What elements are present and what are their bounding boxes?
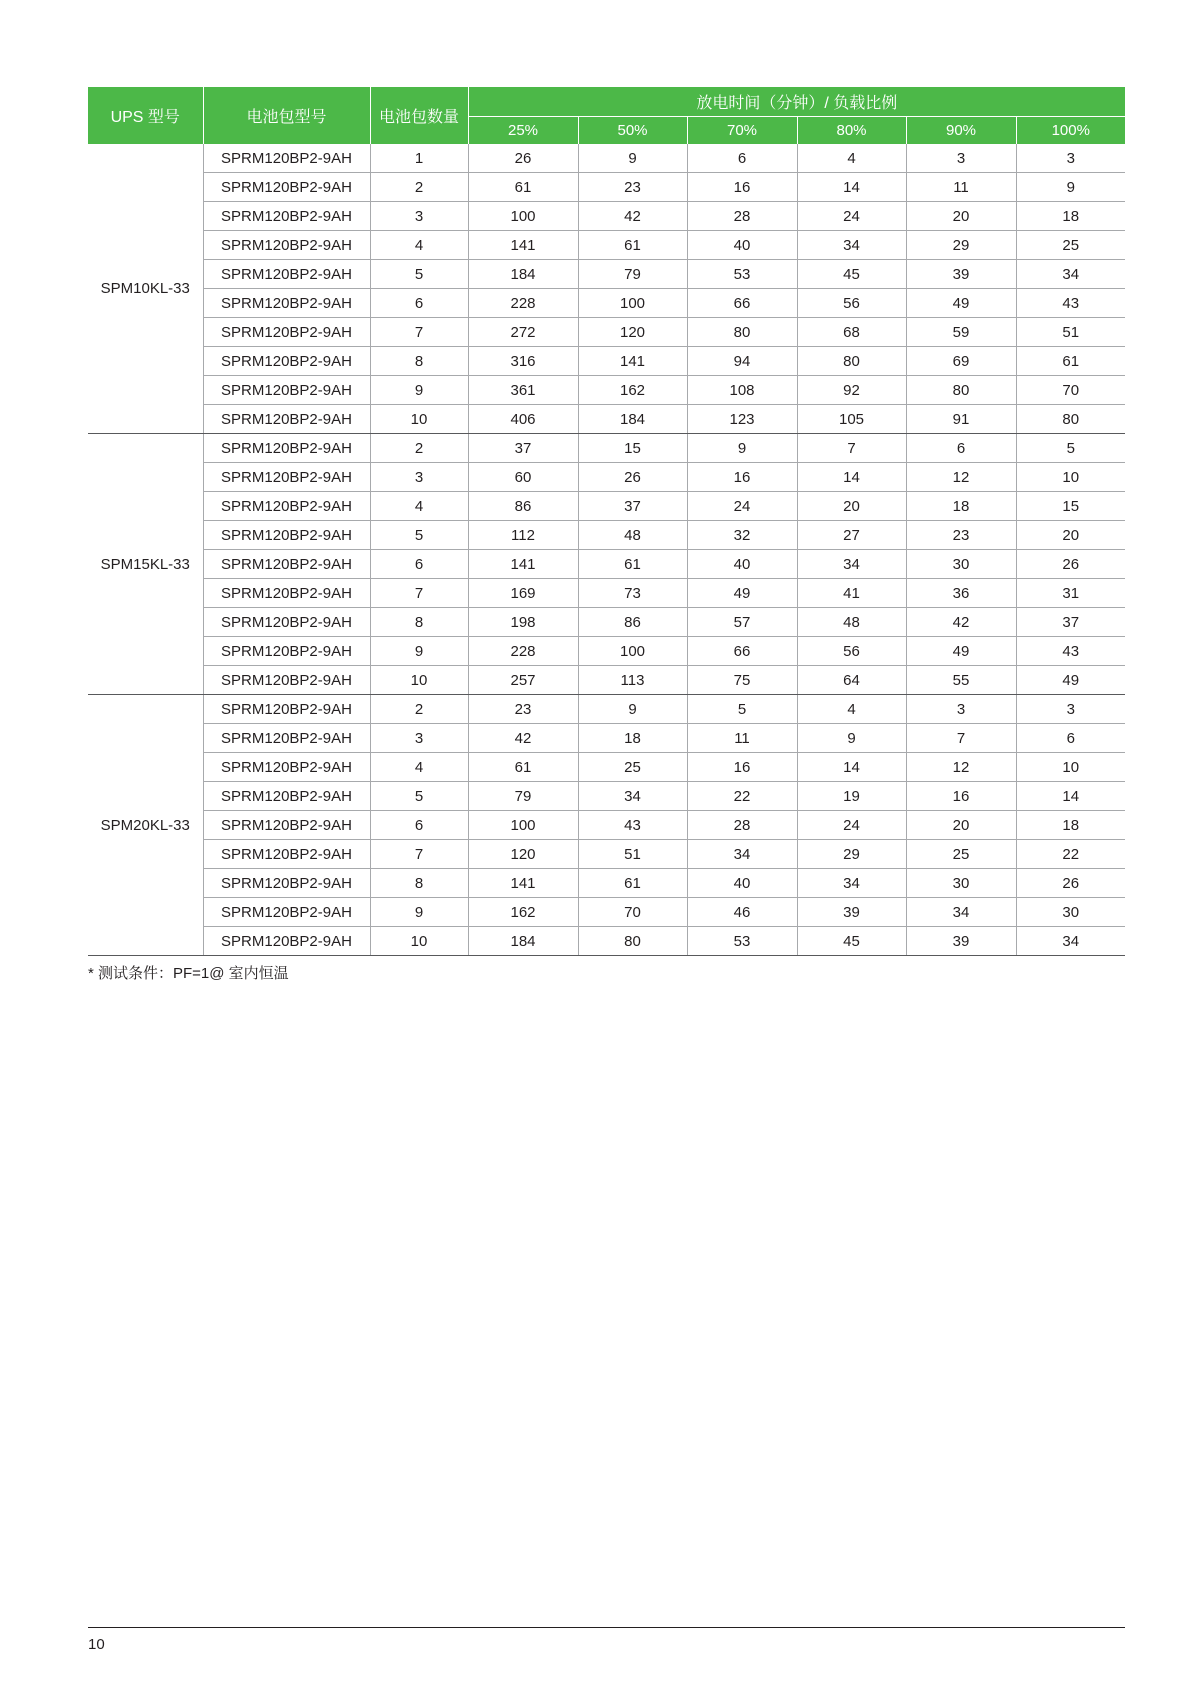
battery-model-cell: SPRM120BP2-9AH: [203, 608, 370, 637]
runtime-cell: 43: [578, 811, 687, 840]
battery-model-cell: SPRM120BP2-9AH: [203, 434, 370, 463]
battery-count-cell: 5: [370, 521, 468, 550]
table-row: [88, 608, 1125, 637]
runtime-cell: 34: [1016, 260, 1125, 289]
runtime-cell: 141: [468, 550, 578, 579]
runtime-cell: 22: [1016, 840, 1125, 869]
header-load-50: 50%: [578, 117, 687, 145]
runtime-cell: 20: [797, 492, 906, 521]
runtime-cell: 61: [468, 173, 578, 202]
runtime-cell: 406: [468, 405, 578, 434]
table-row: [88, 463, 1125, 492]
runtime-cell: 10: [1016, 463, 1125, 492]
header-load-70: 70%: [687, 117, 797, 145]
battery-count-cell: 3: [370, 724, 468, 753]
battery-model-cell: SPRM120BP2-9AH: [203, 347, 370, 376]
runtime-cell: 25: [578, 753, 687, 782]
battery-model-cell: SPRM120BP2-9AH: [203, 173, 370, 202]
runtime-cell: 73: [578, 579, 687, 608]
runtime-cell: 34: [1016, 927, 1125, 956]
runtime-cell: 15: [1016, 492, 1125, 521]
battery-count-cell: 1: [370, 144, 468, 173]
battery-model-cell: SPRM120BP2-9AH: [203, 753, 370, 782]
runtime-cell: 5: [1016, 434, 1125, 463]
runtime-cell: 49: [906, 289, 1016, 318]
table-row: [88, 347, 1125, 376]
table-row: [88, 405, 1125, 434]
runtime-cell: 28: [687, 811, 797, 840]
runtime-cell: 11: [906, 173, 1016, 202]
table-row: [88, 434, 1125, 463]
runtime-cell: 36: [906, 579, 1016, 608]
table-row: [88, 840, 1125, 869]
battery-model-cell: SPRM120BP2-9AH: [203, 318, 370, 347]
runtime-cell: 11: [687, 724, 797, 753]
runtime-cell: 70: [1016, 376, 1125, 405]
battery-count-cell: 8: [370, 608, 468, 637]
battery-count-cell: 7: [370, 840, 468, 869]
runtime-cell: 24: [687, 492, 797, 521]
battery-count-cell: 9: [370, 898, 468, 927]
runtime-cell: 80: [578, 927, 687, 956]
runtime-cell: 34: [797, 231, 906, 260]
runtime-cell: 14: [1016, 782, 1125, 811]
runtime-cell: 34: [578, 782, 687, 811]
table-row: [88, 869, 1125, 898]
ups-model-cell: SPM20KL-33: [88, 695, 203, 956]
runtime-cell: 43: [1016, 637, 1125, 666]
ups-model-cell: SPM10KL-33: [88, 144, 203, 434]
battery-count-cell: 9: [370, 376, 468, 405]
runtime-cell: 70: [578, 898, 687, 927]
runtime-cell: 37: [578, 492, 687, 521]
runtime-cell: 15: [578, 434, 687, 463]
runtime-cell: 45: [797, 260, 906, 289]
runtime-cell: 14: [797, 173, 906, 202]
runtime-cell: 141: [468, 231, 578, 260]
battery-count-cell: 10: [370, 666, 468, 695]
table-header: [88, 87, 1125, 144]
runtime-cell: 43: [1016, 289, 1125, 318]
battery-count-cell: 8: [370, 347, 468, 376]
battery-model-cell: SPRM120BP2-9AH: [203, 637, 370, 666]
runtime-cell: 141: [578, 347, 687, 376]
runtime-cell: 6: [906, 434, 1016, 463]
footnote: * 测试条件：PF=1@ 室内恒温: [88, 965, 289, 982]
runtime-cell: 30: [1016, 898, 1125, 927]
table-row: [88, 231, 1125, 260]
runtime-cell: 80: [797, 347, 906, 376]
battery-count-cell: 6: [370, 289, 468, 318]
battery-model-cell: SPRM120BP2-9AH: [203, 695, 370, 724]
runtime-cell: 75: [687, 666, 797, 695]
runtime-cell: 5: [687, 695, 797, 724]
runtime-cell: 45: [797, 927, 906, 956]
runtime-cell: 39: [797, 898, 906, 927]
runtime-cell: 105: [797, 405, 906, 434]
runtime-cell: 20: [906, 811, 1016, 840]
runtime-cell: 14: [797, 463, 906, 492]
runtime-cell: 16: [906, 782, 1016, 811]
runtime-cell: 4: [797, 144, 906, 173]
runtime-cell: 92: [797, 376, 906, 405]
runtime-cell: 257: [468, 666, 578, 695]
runtime-cell: 29: [906, 231, 1016, 260]
header-load-100: 100%: [1016, 117, 1125, 145]
runtime-cell: 24: [797, 202, 906, 231]
header-load-80: 80%: [797, 117, 906, 145]
header-battery-count: 电池包数量: [370, 87, 468, 144]
table-row: [88, 753, 1125, 782]
battery-count-cell: 2: [370, 695, 468, 724]
battery-count-cell: 4: [370, 753, 468, 782]
runtime-cell: 66: [687, 289, 797, 318]
runtime-cell: 6: [1016, 724, 1125, 753]
header-battery-model: 电池包型号: [203, 87, 370, 144]
runtime-cell: 26: [1016, 550, 1125, 579]
battery-count-cell: 10: [370, 405, 468, 434]
runtime-cell: 49: [1016, 666, 1125, 695]
runtime-cell: 228: [468, 637, 578, 666]
runtime-cell: 39: [906, 927, 1016, 956]
runtime-cell: 51: [1016, 318, 1125, 347]
battery-model-cell: SPRM120BP2-9AH: [203, 376, 370, 405]
runtime-cell: 53: [687, 927, 797, 956]
runtime-cell: 40: [687, 231, 797, 260]
runtime-cell: 79: [468, 782, 578, 811]
header-load-90: 90%: [906, 117, 1016, 145]
runtime-cell: 4: [797, 695, 906, 724]
battery-count-cell: 7: [370, 318, 468, 347]
table-row: [88, 898, 1125, 927]
runtime-cell: 66: [687, 637, 797, 666]
runtime-cell: 9: [687, 434, 797, 463]
battery-count-cell: 6: [370, 550, 468, 579]
battery-count-cell: 7: [370, 579, 468, 608]
runtime-cell: 23: [468, 695, 578, 724]
runtime-cell: 100: [578, 289, 687, 318]
runtime-cell: 40: [687, 869, 797, 898]
battery-model-cell: SPRM120BP2-9AH: [203, 231, 370, 260]
table-row: [88, 782, 1125, 811]
battery-model-cell: SPRM120BP2-9AH: [203, 405, 370, 434]
runtime-cell: 361: [468, 376, 578, 405]
runtime-cell: 12: [906, 753, 1016, 782]
battery-model-cell: SPRM120BP2-9AH: [203, 144, 370, 173]
runtime-cell: 32: [687, 521, 797, 550]
runtime-cell: 41: [797, 579, 906, 608]
runtime-cell: 86: [578, 608, 687, 637]
runtime-cell: 7: [797, 434, 906, 463]
runtime-cell: 61: [578, 869, 687, 898]
runtime-cell: 169: [468, 579, 578, 608]
runtime-cell: 37: [468, 434, 578, 463]
runtime-cell: 61: [468, 753, 578, 782]
runtime-cell: 27: [797, 521, 906, 550]
runtime-cell: 316: [468, 347, 578, 376]
runtime-cell: 19: [797, 782, 906, 811]
runtime-cell: 3: [1016, 144, 1125, 173]
battery-count-cell: 3: [370, 202, 468, 231]
table-row: [88, 811, 1125, 840]
runtime-cell: 123: [687, 405, 797, 434]
runtime-cell: 108: [687, 376, 797, 405]
runtime-cell: 34: [906, 898, 1016, 927]
runtime-cell: 16: [687, 753, 797, 782]
runtime-cell: 49: [906, 637, 1016, 666]
runtime-cell: 26: [578, 463, 687, 492]
runtime-table: [88, 87, 1125, 956]
page-number: 10: [88, 1636, 105, 1653]
runtime-cell: 61: [578, 550, 687, 579]
battery-count-cell: 6: [370, 811, 468, 840]
battery-count-cell: 4: [370, 231, 468, 260]
runtime-cell: 51: [578, 840, 687, 869]
battery-count-cell: 10: [370, 927, 468, 956]
table-row: [88, 376, 1125, 405]
table-row: [88, 695, 1125, 724]
battery-model-cell: SPRM120BP2-9AH: [203, 463, 370, 492]
table-row: [88, 492, 1125, 521]
runtime-cell: 48: [797, 608, 906, 637]
runtime-cell: 9: [1016, 173, 1125, 202]
runtime-cell: 120: [578, 318, 687, 347]
battery-model-cell: SPRM120BP2-9AH: [203, 666, 370, 695]
table-row: [88, 724, 1125, 753]
runtime-cell: 57: [687, 608, 797, 637]
battery-count-cell: 5: [370, 260, 468, 289]
runtime-cell: 61: [1016, 347, 1125, 376]
runtime-cell: 60: [468, 463, 578, 492]
runtime-cell: 55: [906, 666, 1016, 695]
runtime-cell: 272: [468, 318, 578, 347]
ups-model-cell: SPM15KL-33: [88, 434, 203, 695]
runtime-cell: 80: [687, 318, 797, 347]
runtime-cell: 79: [578, 260, 687, 289]
table-row: [88, 666, 1125, 695]
runtime-cell: 53: [687, 260, 797, 289]
runtime-cell: 9: [578, 144, 687, 173]
runtime-cell: 59: [906, 318, 1016, 347]
runtime-cell: 113: [578, 666, 687, 695]
header-load-25: 25%: [468, 117, 578, 145]
battery-model-cell: SPRM120BP2-9AH: [203, 579, 370, 608]
runtime-cell: 48: [578, 521, 687, 550]
runtime-cell: 68: [797, 318, 906, 347]
runtime-cell: 141: [468, 869, 578, 898]
table-row: [88, 289, 1125, 318]
runtime-cell: 26: [1016, 869, 1125, 898]
runtime-cell: 42: [906, 608, 1016, 637]
runtime-cell: 12: [906, 463, 1016, 492]
runtime-cell: 162: [468, 898, 578, 927]
runtime-cell: 69: [906, 347, 1016, 376]
runtime-cell: 184: [468, 260, 578, 289]
battery-count-cell: 9: [370, 637, 468, 666]
battery-model-cell: SPRM120BP2-9AH: [203, 782, 370, 811]
footer-divider: [88, 1627, 1125, 1628]
runtime-cell: 30: [906, 550, 1016, 579]
runtime-cell: 46: [687, 898, 797, 927]
runtime-cell: 3: [906, 695, 1016, 724]
runtime-cell: 228: [468, 289, 578, 318]
table-row: [88, 637, 1125, 666]
runtime-cell: 18: [1016, 202, 1125, 231]
runtime-cell: 31: [1016, 579, 1125, 608]
battery-model-cell: SPRM120BP2-9AH: [203, 492, 370, 521]
battery-count-cell: 2: [370, 173, 468, 202]
runtime-cell: 18: [1016, 811, 1125, 840]
runtime-cell: 42: [578, 202, 687, 231]
runtime-cell: 198: [468, 608, 578, 637]
runtime-cell: 28: [687, 202, 797, 231]
runtime-cell: 100: [468, 202, 578, 231]
table-row: [88, 202, 1125, 231]
runtime-cell: 9: [797, 724, 906, 753]
runtime-cell: 162: [578, 376, 687, 405]
header-ups-model: UPS 型号: [88, 87, 203, 144]
header-runtime-group: 放电时间（分钟）/ 负载比例: [468, 87, 1125, 117]
runtime-cell: 3: [906, 144, 1016, 173]
battery-model-cell: SPRM120BP2-9AH: [203, 927, 370, 956]
table-row: [88, 927, 1125, 956]
runtime-cell: 3: [1016, 695, 1125, 724]
runtime-cell: 25: [906, 840, 1016, 869]
battery-model-cell: SPRM120BP2-9AH: [203, 289, 370, 318]
runtime-cell: 7: [906, 724, 1016, 753]
runtime-cell: 20: [906, 202, 1016, 231]
runtime-cell: 39: [906, 260, 1016, 289]
runtime-cell: 80: [1016, 405, 1125, 434]
runtime-cell: 100: [468, 811, 578, 840]
runtime-cell: 22: [687, 782, 797, 811]
runtime-cell: 18: [906, 492, 1016, 521]
runtime-cell: 49: [687, 579, 797, 608]
runtime-cell: 34: [797, 869, 906, 898]
runtime-cell: 91: [906, 405, 1016, 434]
table-row: [88, 550, 1125, 579]
runtime-cell: 42: [468, 724, 578, 753]
runtime-cell: 16: [687, 463, 797, 492]
battery-model-cell: SPRM120BP2-9AH: [203, 869, 370, 898]
runtime-cell: 37: [1016, 608, 1125, 637]
runtime-cell: 40: [687, 550, 797, 579]
runtime-cell: 56: [797, 637, 906, 666]
runtime-cell: 29: [797, 840, 906, 869]
battery-model-cell: SPRM120BP2-9AH: [203, 550, 370, 579]
battery-model-cell: SPRM120BP2-9AH: [203, 521, 370, 550]
runtime-cell: 6: [687, 144, 797, 173]
battery-model-cell: SPRM120BP2-9AH: [203, 840, 370, 869]
runtime-cell: 120: [468, 840, 578, 869]
runtime-cell: 16: [687, 173, 797, 202]
runtime-cell: 56: [797, 289, 906, 318]
runtime-cell: 14: [797, 753, 906, 782]
battery-model-cell: SPRM120BP2-9AH: [203, 202, 370, 231]
battery-model-cell: SPRM120BP2-9AH: [203, 724, 370, 753]
runtime-cell: 18: [578, 724, 687, 753]
table-row: [88, 318, 1125, 347]
runtime-cell: 61: [578, 231, 687, 260]
table-row: [88, 579, 1125, 608]
runtime-cell: 25: [1016, 231, 1125, 260]
battery-count-cell: 2: [370, 434, 468, 463]
runtime-cell: 80: [906, 376, 1016, 405]
runtime-cell: 26: [468, 144, 578, 173]
runtime-cell: 23: [906, 521, 1016, 550]
runtime-cell: 23: [578, 173, 687, 202]
table-row: [88, 173, 1125, 202]
battery-model-cell: SPRM120BP2-9AH: [203, 898, 370, 927]
battery-count-cell: 4: [370, 492, 468, 521]
table-row: [88, 260, 1125, 289]
runtime-cell: 9: [578, 695, 687, 724]
runtime-cell: 20: [1016, 521, 1125, 550]
runtime-cell: 34: [797, 550, 906, 579]
battery-model-cell: SPRM120BP2-9AH: [203, 811, 370, 840]
table-body: [88, 144, 1125, 956]
runtime-cell: 184: [578, 405, 687, 434]
battery-model-cell: SPRM120BP2-9AH: [203, 260, 370, 289]
table-row: [88, 521, 1125, 550]
runtime-cell: 10: [1016, 753, 1125, 782]
runtime-cell: 184: [468, 927, 578, 956]
runtime-cell: 34: [687, 840, 797, 869]
table-row: [88, 144, 1125, 173]
battery-count-cell: 5: [370, 782, 468, 811]
runtime-cell: 112: [468, 521, 578, 550]
runtime-cell: 94: [687, 347, 797, 376]
runtime-cell: 24: [797, 811, 906, 840]
runtime-cell: 86: [468, 492, 578, 521]
battery-count-cell: 3: [370, 463, 468, 492]
runtime-cell: 64: [797, 666, 906, 695]
battery-count-cell: 8: [370, 869, 468, 898]
runtime-cell: 100: [578, 637, 687, 666]
runtime-cell: 30: [906, 869, 1016, 898]
